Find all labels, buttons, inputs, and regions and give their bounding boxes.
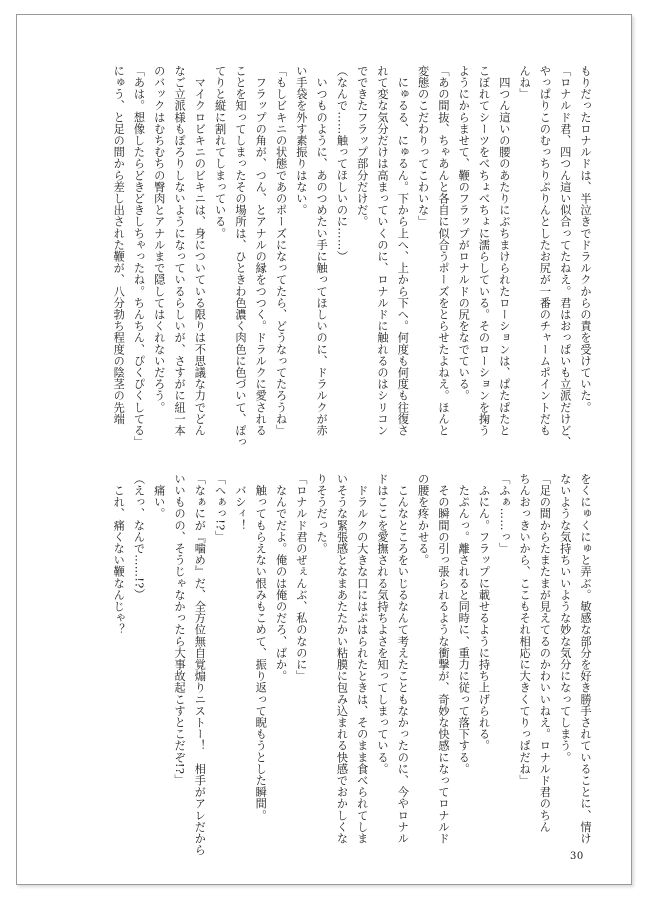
- text-line: 四つん這いの腰のあたりにぶちまけられたローションは、ぱたぱたと: [497, 65, 511, 437]
- text-line: いつものように、あのつめたい手に触ってほしいのに、ドラルクが赤: [315, 65, 329, 437]
- text-line: なご立派様もぽろりしないようになっているらしいが、さすがに紐一本: [173, 65, 187, 437]
- text-line: 「もしビキニの状態であのポーズになってたら、どうなってたろうね」: [274, 65, 288, 437]
- text-line: 「なぁにが『噛め』だ、全方位無自覚煽りニストー！ 相手がアレだから: [193, 473, 207, 856]
- text-line: ことを知ってしまったその場所は、ひときわ色濃く肉色に色づいて、ぽっ: [233, 65, 247, 448]
- text-line: いいものの、そうじゃなかったら大事故起こすとこだぞ!?」: [173, 473, 187, 786]
- text-line: 痛い。: [152, 473, 166, 520]
- text-line: もりだったロナルドは、半泣きでドラルクからの責を受けていた。: [579, 65, 592, 413]
- text-block-upper: [108, 65, 595, 448]
- text-line: なんでだよ。俺のは俺のだろ、ばか。: [274, 473, 288, 682]
- text-line: マイクロビキニのビキニは、身についている限りは不思議な力でどん: [193, 65, 207, 437]
- text-line: にゅう、と足の間から差し出された鞭が、八分勃ち程度の陰茎の先端: [112, 65, 126, 425]
- text-line: 「へぁっ!?」: [213, 473, 227, 543]
- text-line: いそうな緊張感となまあたたかい粘膜に包み込まれる快感でおかしくな: [335, 473, 349, 845]
- text-line: （なんで……触ってほしいのに……）: [335, 65, 349, 263]
- page-number: 30: [570, 851, 584, 862]
- text-line: んね」: [518, 65, 532, 100]
- text-line: たぷんっ。離されると同時に、重力に従って落下する。: [457, 473, 471, 775]
- text-line: ようにからませて、鞭のフラップがロナルドの尻をなでている。: [457, 65, 471, 402]
- text-line: ふにん。フラップに載せるように持ち上げられる。: [477, 473, 491, 752]
- text-line: をくにゅくにゅと弄ぶ。敏感な部分を好き勝手されていることに、情け: [579, 473, 592, 845]
- text-line: にゅるる、にゅるん。下から上へ、上から下へ。何度も何度も往復さ: [396, 65, 410, 437]
- text-block-lower: [108, 473, 595, 856]
- text-line: りそうだった。: [315, 473, 329, 555]
- text-line: 「ロナルド君、四つん這い似合ってたねえ。君はおっぱいも立派だけど、: [558, 65, 572, 448]
- text-line: い手袋を外す素振りはない。: [294, 65, 308, 216]
- text-line: バシィ！: [233, 473, 247, 531]
- manuscript-page: [16, 14, 632, 885]
- text-line: ちんおっきいから、ここもそれ相応に大きくてりっぱだね」: [518, 473, 532, 787]
- text-line: フラップの角が、つん、とアナルの縁をつつく。ドラルクに愛される: [254, 65, 268, 437]
- text-line: のバックはむちむちの臀肉とアナルまで隠してはくれないだろう。: [152, 65, 166, 413]
- text-line: の腰を疼かせる。: [416, 473, 430, 566]
- text-line: 「足の間からたまたまが見えてるのかわいいねえ。ロナルド君のちん: [538, 473, 552, 833]
- text-line: ドはここを愛撫される気持ちよさを知ってしまっている。: [376, 473, 390, 775]
- text-line: こんなところをいじるなんて考えたこともなかったのに、今やロナル: [396, 473, 410, 845]
- text-line: れて変な気分だけは高まっていくのに、ロナルドに触れるのはシリコン: [376, 65, 390, 437]
- text-line: その瞬間の引っ張られるような衝撃が、奇妙な快感になってロナルド: [436, 473, 450, 845]
- text-line: こぼれてシーツをべちょべちょに濡らしている。そのローションを掬う: [477, 65, 491, 437]
- text-line: これ、痛くない鞭なんじゃ？: [112, 473, 126, 636]
- text-line: 「あの間抜、ちゃあんと各自に似合うポーズをとらせたよねえ。ほんと: [436, 65, 450, 437]
- text-line: 「あは。想像したらどきどきしちゃったね。ちんちん、ぴくぴくしてる」: [132, 65, 146, 448]
- text-line: 変態のこだわりってこわいな」: [416, 65, 430, 228]
- text-line: ドラルクの大きな口にはぷはられたときは、そのまま食べられてしま: [355, 473, 369, 845]
- text-line: 「ふぁ……っ」: [497, 473, 511, 555]
- text-line: 「ロナルド君のぜぇんぶ、私のなのに」: [294, 473, 308, 682]
- text-line: てりと縦に割れてしまっている。: [213, 65, 227, 239]
- text-line: （えっ、なんで……!?）: [132, 473, 146, 601]
- text-line: 触ってもらえない恨みもこめて、振り返って睨もうとした瞬間。: [254, 473, 268, 821]
- text-line: でできたフラップ部分だけだ。: [355, 65, 369, 228]
- text-line: やっぱりこのむっちりぷりんとしたお尻が一番のチャームポイントだも: [538, 65, 552, 437]
- text-line: ないような気持ちいいような妙な気分になってしまう。: [558, 473, 572, 763]
